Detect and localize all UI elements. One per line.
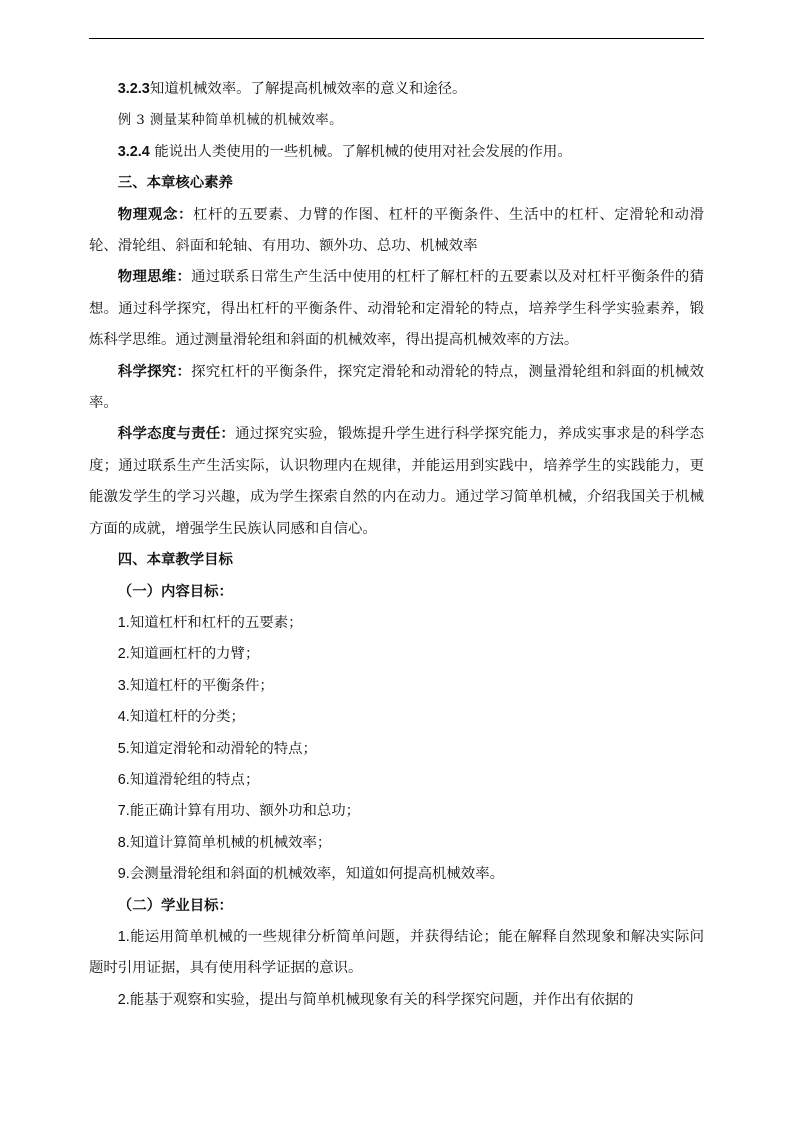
paragraph-text: 通过探究实验，锻炼提升学生进行科学探究能力，养成实事求是的科学态度；通过联系生产生活实际，认识物理内在规律，并能运用到实践中，培养学生的实践能力，更能激发学生的学习兴趣，成为学生探索自然的内在动力。通过学习简单机械，介绍我国关于机械方面的成就，增强学生民族认同感和自信心。 — [89, 426, 704, 537]
list-item-number: 9. — [117, 866, 130, 883]
section-heading-core-literacy: 三、本章核心素养 — [117, 175, 233, 192]
standard-number: 3.2.3 — [117, 81, 150, 97]
list-item — [89, 796, 704, 827]
list-item — [89, 922, 704, 985]
list-item-number: 6. — [117, 771, 130, 788]
standard-number: 3.2.4 — [117, 143, 150, 160]
list-item — [89, 671, 704, 702]
list-item-number: 2. — [117, 991, 130, 1008]
subheading-content-goals: （一）内容目标： — [117, 583, 233, 600]
paragraph-text: 通过联系日常生产生活中使用的杠杆了解杠杆的五要素以及对杠杆平衡条件的猜想。通过科学探究，得出杠杆的平衡条件、动滑轮和定滑轮的特点，培养学生科学实验素养，锻炼科学思维。通过测量滑轮组和斜面的机械效率，得出提高机械效率的方法。 — [89, 269, 704, 349]
paragraph-label: 物理观念： — [117, 206, 194, 223]
document-body — [89, 74, 704, 1016]
list-item-text: 会测量滑轮组和斜面的机械效率，知道如何提高机械效率。 — [129, 866, 504, 883]
list-item-number: 5. — [117, 740, 130, 757]
content-goals-list — [89, 608, 704, 891]
standard-text: 能说出人类使用的一些机械。了解机械的使用对社会发展的作用。 — [149, 143, 572, 160]
list-item-text: 知道计算简单机械的机械效率； — [129, 834, 332, 851]
paragraph-label: 科学态度与责任： — [117, 426, 236, 443]
standard-3-2-4 — [89, 137, 704, 168]
header-rule — [89, 38, 704, 39]
list-item-text: 能运用简单机械的一些规律分析简单问题，并获得结论；能在解释自然现象和解决实际问题时引用证据，具有使用科学证据的意识。 — [89, 928, 704, 977]
paragraph-label: 物理思维： — [117, 269, 192, 286]
paragraph-scientific-inquiry — [89, 357, 704, 420]
paragraph-attitude-responsibility — [89, 419, 704, 545]
paragraph-physics-thinking — [89, 262, 704, 356]
section-heading-teaching-goals: 四、本章教学目标 — [117, 552, 233, 569]
list-item — [89, 985, 704, 1016]
example-3: 例 3 测量某种简单机械的机械效率。 — [117, 113, 343, 129]
list-item-number: 7. — [117, 803, 130, 820]
standard-text: 知道机械效率。了解提高机械效率的意义和途径。 — [149, 81, 467, 97]
list-item — [89, 639, 704, 670]
list-item-number: 1. — [117, 614, 130, 631]
academic-goals-list — [89, 922, 704, 1016]
list-item-text: 能基于观察和实验，提出与简单机械现象有关的科学探究问题，并作出有依据的 — [129, 991, 634, 1008]
list-item — [89, 828, 704, 859]
list-item-number: 4. — [117, 709, 130, 726]
list-item-text: 知道杠杆的分类； — [129, 709, 245, 726]
paragraph-label: 科学探究： — [117, 363, 192, 380]
list-item — [89, 859, 704, 890]
subheading-academic-goals: （二）学业目标： — [117, 897, 233, 914]
list-item — [89, 734, 704, 765]
list-item — [89, 608, 704, 639]
list-item-text: 知道滑轮组的特点； — [129, 771, 260, 788]
list-item-number: 3. — [117, 677, 130, 694]
list-item-text: 能正确计算有用功、额外功和总功； — [129, 803, 361, 820]
list-item — [89, 765, 704, 796]
paragraph-physics-concept — [89, 200, 704, 263]
standard-3-2-3 — [89, 74, 704, 105]
list-item-number: 2. — [117, 646, 130, 663]
paragraph-text: 杠杆的五要素、力臂的作图、杠杆的平衡条件、生活中的杠杆、定滑轮和动滑轮、滑轮组、斜面和轮轴、有用功、额外功、总功、机械效率 — [89, 206, 704, 255]
list-item-number: 8. — [117, 834, 130, 851]
list-item-number: 1. — [117, 928, 130, 945]
list-item-text: 知道杠杆和杠杆的五要素； — [129, 614, 303, 631]
list-item — [89, 702, 704, 733]
paragraph-text: 探究杠杆的平衡条件，探究定滑轮和动滑轮的特点，测量滑轮组和斜面的机械效率。 — [89, 363, 704, 412]
list-item-text: 知道画杠杆的力臂； — [129, 646, 260, 663]
list-item-text: 知道定滑轮和动滑轮的特点； — [129, 740, 317, 757]
list-item-text: 知道杠杆的平衡条件； — [129, 677, 274, 694]
